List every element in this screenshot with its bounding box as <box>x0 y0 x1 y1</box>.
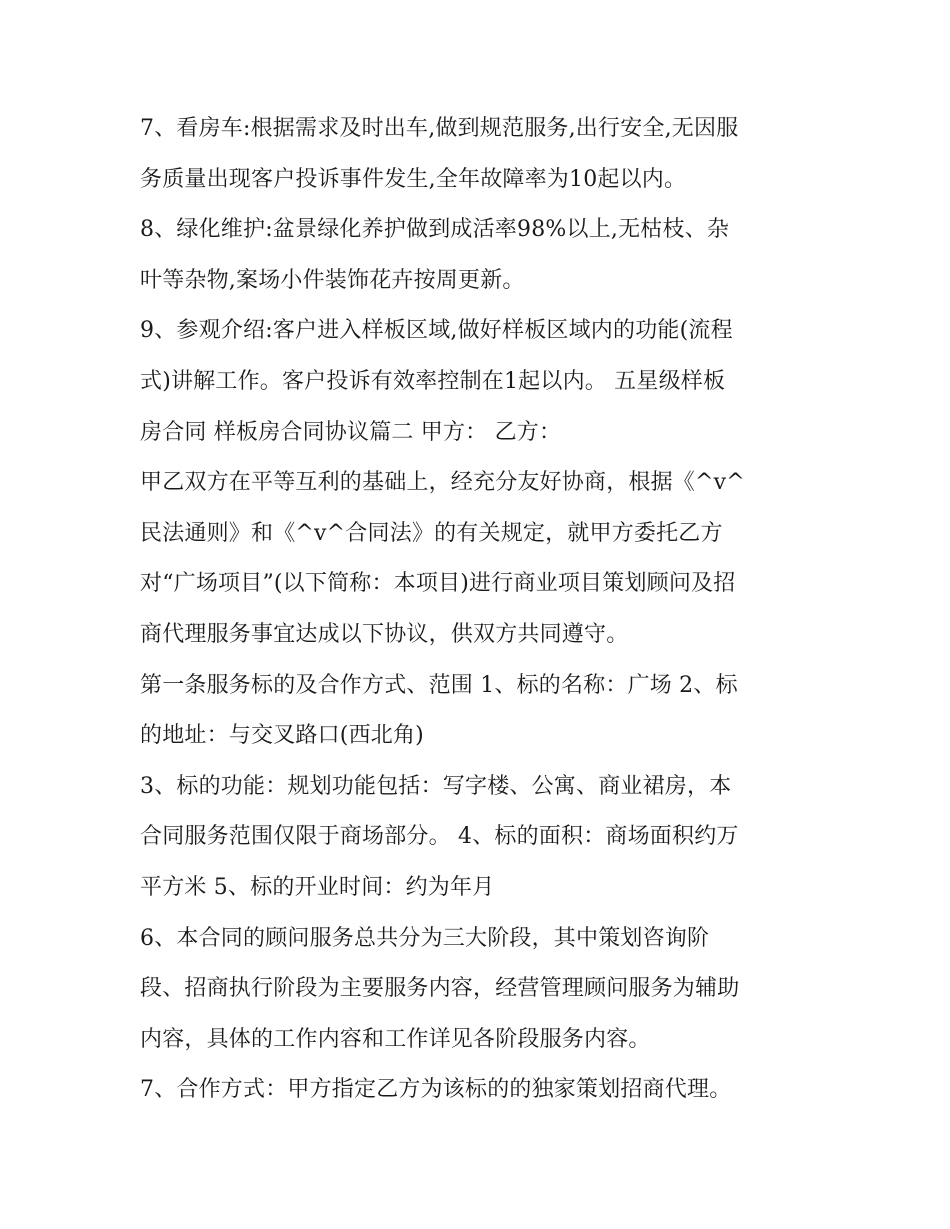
text-line: 6、本合同的顾问服务总共分为三大阶段，其中策划咨询阶 <box>140 925 710 951</box>
text-line: 9、参观介绍:客户进入样板区域,做好样板区域内的功能(流程 <box>140 318 733 344</box>
document-body <box>140 104 820 1116</box>
text-line: 平方米 5、标的开业时间：约为年月 <box>140 874 495 900</box>
text-line: 8、绿化维护:盆景绿化养护做到成活率98%以上,无枯枝、杂 <box>140 217 730 243</box>
text-line: 第一条服务标的及合作方式、范围 1、标的名称：广场 2、标 <box>140 672 738 698</box>
text-line: 甲乙双方在平等互利的基础上，经充分友好协商，根据《^v^ <box>140 470 745 496</box>
text-line: 7、看房车:根据需求及时出车,做到规范服务,出行安全,无因服 <box>140 116 739 141</box>
text-line: 段、招商执行阶段为主要服务内容，经营管理顾问服务为辅助 <box>140 976 740 1002</box>
text-line: 对“广场项目”(以下简称：本项目)进行商业项目策划顾问及招 <box>140 571 736 597</box>
text-line: 民法通则》和《^v^合同法》的有关规定，就甲方委托乙方 <box>140 520 723 546</box>
text-line: 内容，具体的工作内容和工作详见各阶段服务内容。 <box>140 1026 651 1052</box>
text-line: 务质量出现客户投诉事件发生,全年故障率为10起以内。 <box>140 166 687 192</box>
text-line: 3、标的功能：规划功能包括：写字楼、公寓、商业裙房，本 <box>140 773 732 799</box>
text-line: 式)讲解工作。客户投诉有效率控制在1起以内。 五星级样板 <box>140 368 726 394</box>
text-line: 7、合作方式：甲方指定乙方为该标的的独家策划招商代理。 <box>140 1077 732 1103</box>
text-line: 商代理服务事宜达成以下协议，供双方共同遵守。 <box>140 621 629 647</box>
text-line: 叶等杂物,案场小件装饰花卉按周更新。 <box>140 267 525 293</box>
text-line: 的地址：与交叉路口(西北角) <box>140 723 424 749</box>
text-line: 合同服务范围仅限于商场部分。 4、标的面积：商场面积约万 <box>140 824 739 850</box>
text-line: 房合同 样板房合同协议篇二 甲方： 乙方： <box>140 419 562 445</box>
